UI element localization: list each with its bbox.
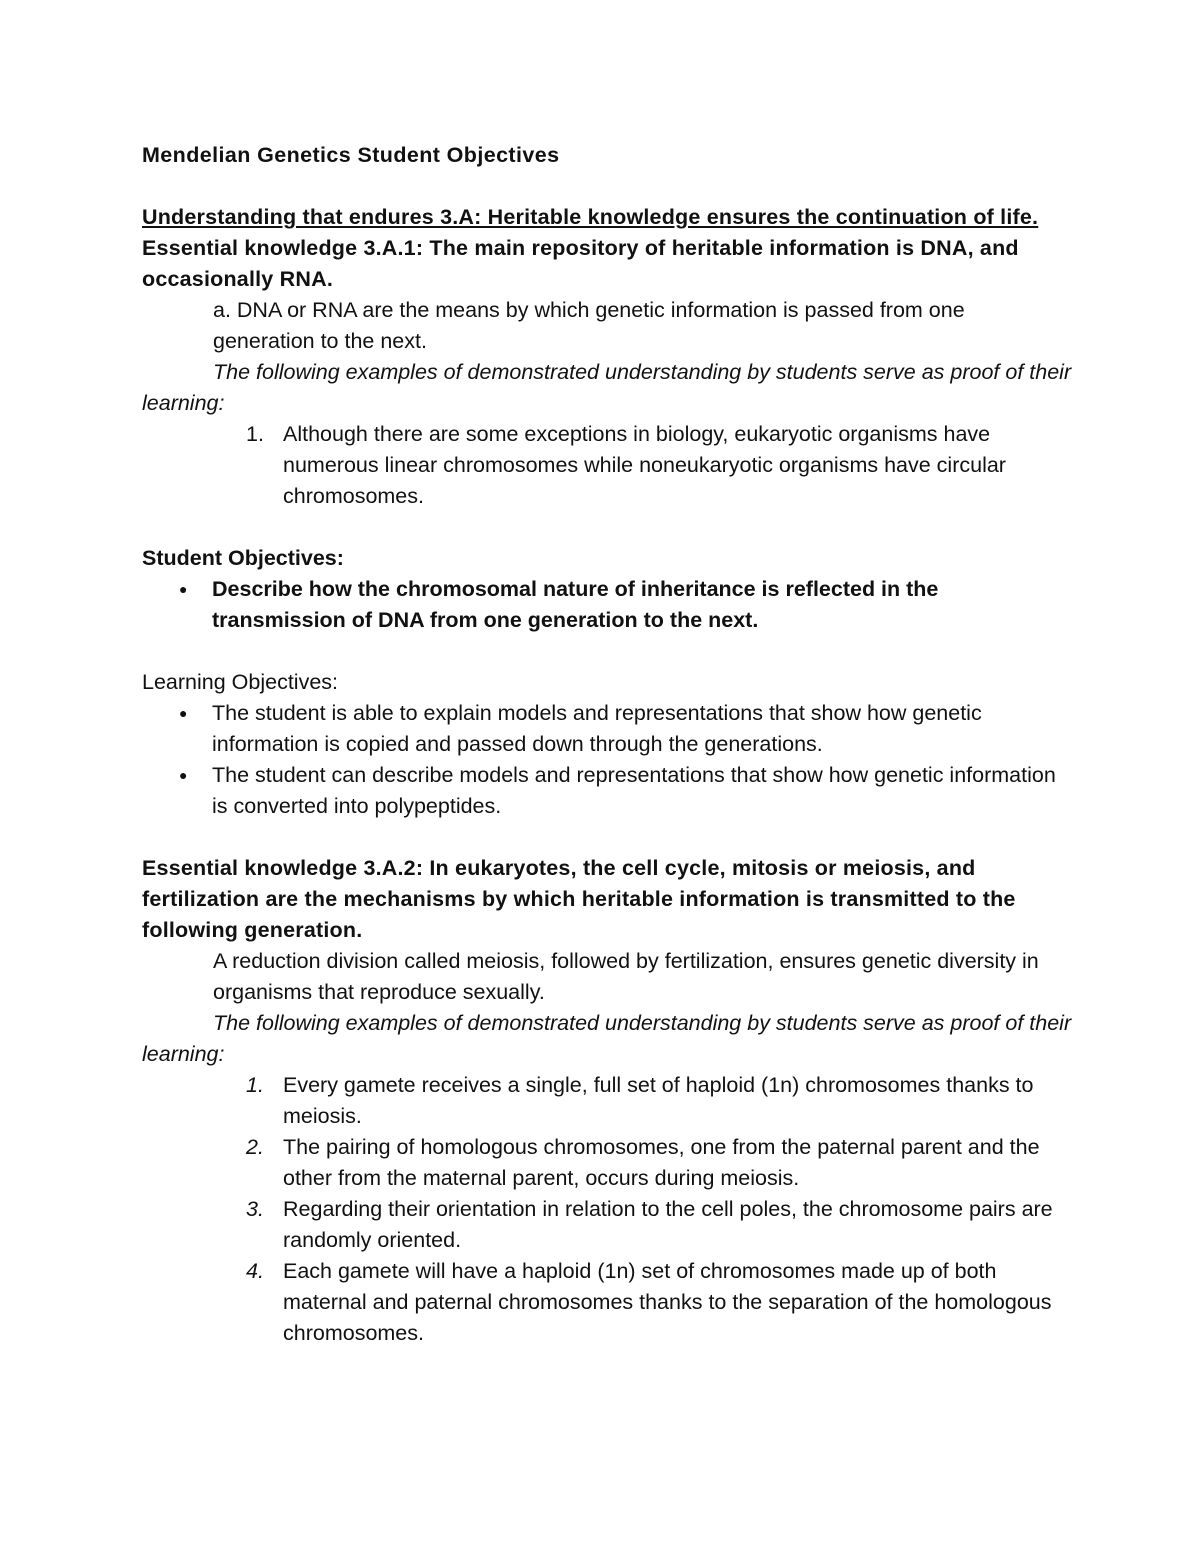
- list-item: [142, 1132, 1072, 1194]
- list-item-text: The student is able to explain models and representations that show how genetic information is copied and passed down through the generations.: [212, 701, 982, 756]
- list-item-text: Describe how the chromosomal nature of inheritance is reflected in the transmission of DNA from one generation to the next.: [212, 577, 939, 632]
- list-item-text: Although there are some exceptions in biology, eukaryotic organisms have numerous linear chromosomes while noneukaryotic organisms have circular chromosomes.: [283, 422, 1006, 508]
- ek2-heading: Essential knowledge 3.A.2: In eukaryotes, the cell cycle, mitosis or meiosis, and fertilization are the mechanisms by which heritable information is transmitted to the following generation.: [142, 856, 1016, 942]
- ek1-examples-intro: The following examples of demonstrated understanding by students serve as proof of their learning:: [142, 360, 1072, 415]
- ek1-heading: Essential knowledge 3.A.1: The main repository of heritable information is DNA, and occasionally RNA.: [142, 236, 1019, 291]
- learning-objectives-heading: Learning Objectives:: [142, 670, 338, 694]
- list-item: [142, 1256, 1072, 1349]
- student-objectives-heading: Student Objectives:: [142, 546, 344, 570]
- ek1-point-a: a. DNA or RNA are the means by which genetic information is passed from one generation to the next.: [213, 298, 965, 353]
- document-title: Mendelian Genetics Student Objectives: [142, 143, 560, 167]
- list-item-text: Every gamete receives a single, full set of haploid (1n) chromosomes thanks to meiosis.: [283, 1073, 1034, 1128]
- list-item-text: The pairing of homologous chromosomes, one from the paternal parent and the other from the maternal parent, occurs during meiosis.: [283, 1135, 1040, 1190]
- document-page: [142, 140, 1072, 1349]
- learning-objectives-list: [142, 698, 1072, 822]
- list-marker: 1.: [246, 1073, 264, 1097]
- list-item-text: Each gamete will have a haploid (1n) set of chromosomes made up of both maternal and paternal chromosomes thanks to the separation of the homologous chromosomes.: [283, 1259, 1052, 1345]
- list-item: [142, 1194, 1072, 1256]
- student-objectives-list: [142, 574, 1072, 636]
- ek1-examples-list: [142, 419, 1072, 512]
- bullet-icon: ●: [179, 581, 188, 597]
- list-item-text: The student can describe models and representations that show how genetic information is converted into polypeptides.: [212, 763, 1056, 818]
- list-item: [142, 419, 1072, 512]
- list-marker: 4.: [246, 1259, 264, 1283]
- bullet-icon: ●: [179, 767, 188, 783]
- list-item: [142, 760, 1072, 822]
- understanding-heading: Understanding that endures 3.A: Heritable knowledge ensures the continuation of life.: [142, 205, 1039, 229]
- ek2-examples-list: [142, 1070, 1072, 1349]
- list-item: [142, 574, 1072, 636]
- ek2-examples-intro: The following examples of demonstrated understanding by students serve as proof of their learning:: [142, 1011, 1072, 1066]
- list-marker: 2.: [246, 1135, 264, 1159]
- list-item: [142, 698, 1072, 760]
- bullet-icon: ●: [179, 705, 188, 721]
- list-marker: 1.: [246, 422, 264, 446]
- ek2-point: A reduction division called meiosis, followed by fertilization, ensures genetic diversity in organisms that reproduce sexually.: [213, 949, 1039, 1004]
- list-item-text: Regarding their orientation in relation to the cell poles, the chromosome pairs are randomly oriented.: [283, 1197, 1053, 1252]
- list-marker: 3.: [246, 1197, 264, 1221]
- list-item: [142, 1070, 1072, 1132]
